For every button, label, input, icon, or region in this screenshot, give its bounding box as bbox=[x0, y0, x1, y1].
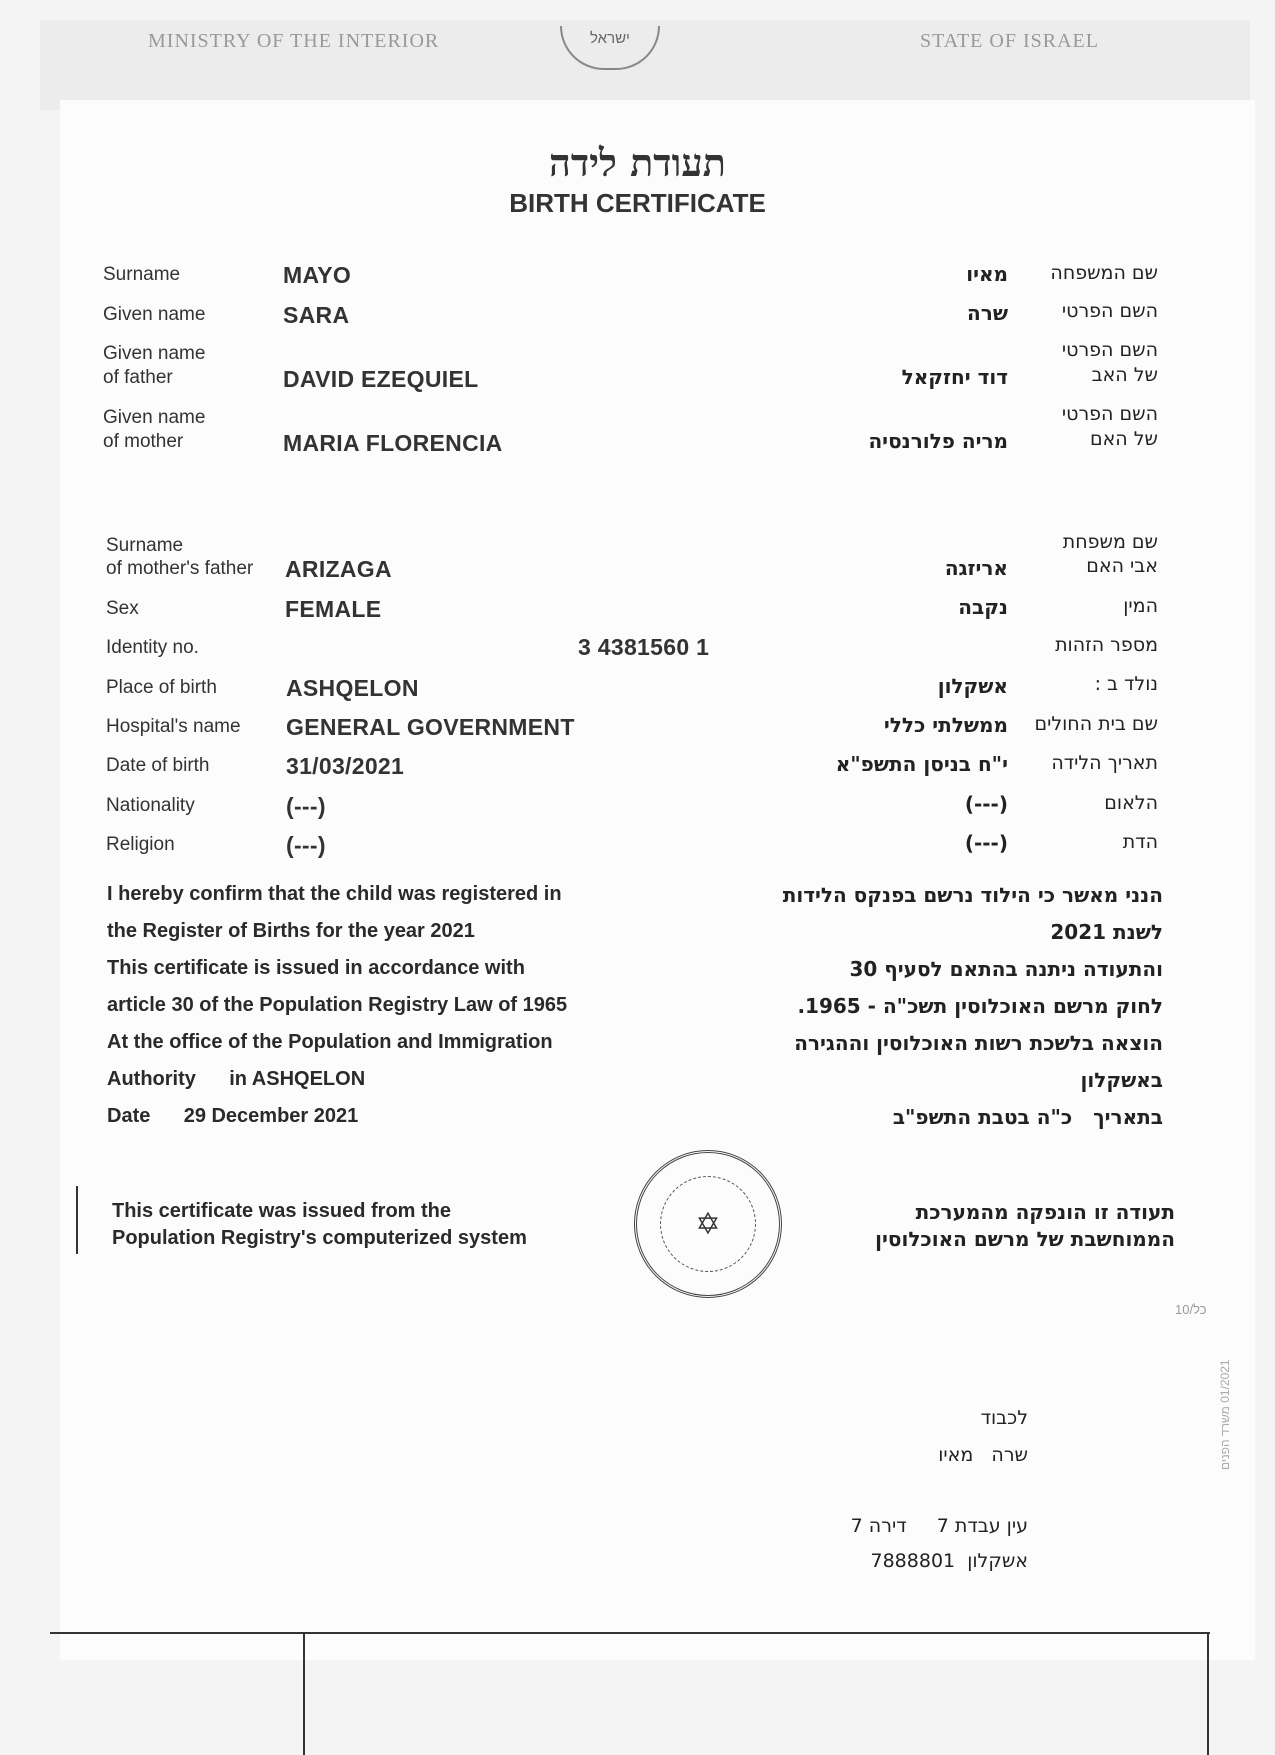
hebrew-label-given-name: השם הפרטי bbox=[1061, 300, 1158, 322]
ministry-header: MINISTRY OF THE INTERIOR bbox=[148, 30, 440, 52]
title-english: BIRTH CERTIFICATE bbox=[509, 188, 766, 218]
margin-mark bbox=[76, 1186, 78, 1254]
hebrew-label-mothers-father-1: שם משפחת bbox=[1062, 531, 1158, 553]
label-hospital: Hospital's name bbox=[106, 716, 241, 737]
form-code: 10/כל bbox=[1175, 1302, 1207, 1317]
official-seal bbox=[634, 1150, 782, 1298]
label-nationality: Nationality bbox=[106, 795, 195, 816]
value-place-of-birth: ASHQELON bbox=[286, 675, 419, 701]
value-identity: 3 4381560 1 bbox=[578, 634, 710, 660]
address-name: שרה מאיו bbox=[938, 1444, 1028, 1466]
label-mother-2: of mother bbox=[103, 431, 184, 452]
confirm-line-hebrew: לחוק מרשם האוכלוסין תשכ"ה - 1965. bbox=[797, 994, 1163, 1018]
address-salutation: לכבוד bbox=[980, 1407, 1028, 1429]
label-mothers-father-1: Surname bbox=[106, 535, 184, 556]
hebrew-value-mothers-father: אריזגה bbox=[944, 556, 1008, 580]
hebrew-value-surname: מאיו bbox=[966, 262, 1008, 286]
state-header: STATE OF ISRAEL bbox=[920, 30, 1099, 52]
confirm-line-hebrew: לשנת 2021 bbox=[1050, 920, 1163, 944]
hebrew-label-mother-1: השם הפרטי bbox=[1061, 403, 1158, 425]
label-date-of-birth: Date of birth bbox=[106, 755, 210, 776]
hebrew-label-identity: מספר הזהות bbox=[1055, 634, 1158, 656]
confirm-line: article 30 of the Population Registry Law of 1965 bbox=[107, 994, 568, 1016]
computerized-english-2: Population Registry's computerized system bbox=[112, 1227, 527, 1249]
value-mother: MARIA FLORENCIA bbox=[283, 430, 503, 456]
hebrew-value-religion: (---) bbox=[964, 831, 1008, 855]
value-father: DAVID EZEQUIEL bbox=[283, 366, 479, 392]
hebrew-label-nationality: הלאום bbox=[1104, 792, 1158, 814]
label-identity: Identity no. bbox=[106, 637, 199, 658]
bottom-rule bbox=[50, 1632, 1210, 1634]
confirm-line: At the office of the Population and Immigration bbox=[107, 1031, 553, 1053]
confirm-line: the Register of Births for the year 2021 bbox=[107, 920, 475, 942]
hebrew-label-religion: הדת bbox=[1122, 831, 1158, 853]
hebrew-value-place-of-birth: אשקלון bbox=[937, 674, 1008, 698]
value-sex: FEMALE bbox=[285, 596, 382, 622]
bottom-divider bbox=[303, 1632, 305, 1755]
value-religion: (---) bbox=[286, 832, 326, 858]
hebrew-value-sex: נקבה bbox=[958, 595, 1008, 619]
label-given-name: Given name bbox=[103, 304, 206, 325]
hebrew-label-mother-2: של האם bbox=[1089, 428, 1158, 450]
label-surname: Surname bbox=[103, 264, 181, 285]
hebrew-label-father-2: של האב bbox=[1091, 364, 1158, 386]
value-surname: MAYO bbox=[283, 262, 352, 288]
hebrew-label-surname: שם המשפחה bbox=[1050, 262, 1158, 284]
confirm-line: Date 29 December 2021 bbox=[107, 1105, 359, 1127]
confirm-line: Authority in ASHQELON bbox=[107, 1068, 366, 1090]
value-date-of-birth: 31/03/2021 bbox=[286, 753, 405, 779]
hebrew-label-date-of-birth: תאריך הלידה bbox=[1051, 752, 1158, 774]
state-emblem: ישראל bbox=[560, 26, 660, 70]
bottom-divider bbox=[1207, 1632, 1209, 1755]
certificate-page bbox=[60, 100, 1255, 1660]
hebrew-value-mother: מריה פלורנסיה bbox=[868, 429, 1008, 453]
value-mothers-father: ARIZAGA bbox=[285, 556, 392, 582]
hebrew-value-father: דוד יחזקאל bbox=[901, 365, 1008, 389]
label-place-of-birth: Place of birth bbox=[106, 677, 217, 698]
label-mother-1: Given name bbox=[103, 407, 206, 428]
hebrew-label-father-1: השם הפרטי bbox=[1061, 339, 1158, 361]
computerized-hebrew-1: תעודה זו הונפקה מהמערכת bbox=[915, 1200, 1175, 1224]
confirm-line-hebrew: הנני מאשר כי הילוד נרשם בפנקס הלידות bbox=[782, 883, 1163, 907]
side-print-code: 01/2021 משרד הפנים bbox=[1218, 1359, 1232, 1470]
hebrew-value-given-name: שרה bbox=[967, 301, 1008, 325]
hebrew-label-hospital: שם בית החולים bbox=[1034, 713, 1158, 735]
hebrew-label-place-of-birth: נולד ב : bbox=[1094, 673, 1158, 695]
hebrew-value-date-of-birth: י"ח בניסן התשפ"א bbox=[835, 752, 1008, 776]
confirm-line-hebrew: באשקלון bbox=[1080, 1068, 1163, 1092]
confirm-line: I hereby confirm that the child was registered in bbox=[107, 883, 562, 905]
confirm-line: This certificate is issued in accordance with bbox=[107, 957, 525, 979]
label-religion: Religion bbox=[106, 834, 175, 855]
computerized-english-1: This certificate was issued from the bbox=[112, 1200, 451, 1222]
label-father-1: Given name bbox=[103, 343, 206, 364]
label-mothers-father-2: of mother's father bbox=[106, 558, 254, 579]
address-street: עין עבדת 7 דירה 7 bbox=[850, 1515, 1028, 1537]
address-city: אשקלון 7888801 bbox=[870, 1550, 1028, 1572]
label-father-2: of father bbox=[103, 367, 173, 388]
hebrew-label-sex: המין bbox=[1123, 595, 1158, 617]
hebrew-label-mothers-father-2: אבי האם bbox=[1086, 555, 1158, 577]
confirm-line-hebrew: והתעודה ניתנה בהתאם לסעיף 30 bbox=[849, 957, 1163, 981]
menorah-emblem-icon: ✡ bbox=[660, 1176, 756, 1272]
value-hospital: GENERAL GOVERNMENT bbox=[286, 714, 575, 740]
hebrew-value-hospital: ממשלתי כללי bbox=[883, 713, 1008, 737]
title-hebrew: תעודת לידה bbox=[549, 140, 726, 185]
computerized-hebrew-2: הממוחשבת של מרשם האוכלוסין bbox=[875, 1227, 1175, 1251]
confirm-line-hebrew: הוצאה בלשכת רשות האוכלוסין וההגירה bbox=[794, 1031, 1163, 1055]
label-sex: Sex bbox=[106, 598, 139, 619]
confirm-line-hebrew: בתאריך כ"ה בטבת התשפ"ב bbox=[892, 1105, 1163, 1129]
hebrew-value-nationality: (---) bbox=[964, 792, 1008, 816]
value-given-name: SARA bbox=[283, 302, 350, 328]
value-nationality: (---) bbox=[286, 793, 326, 819]
